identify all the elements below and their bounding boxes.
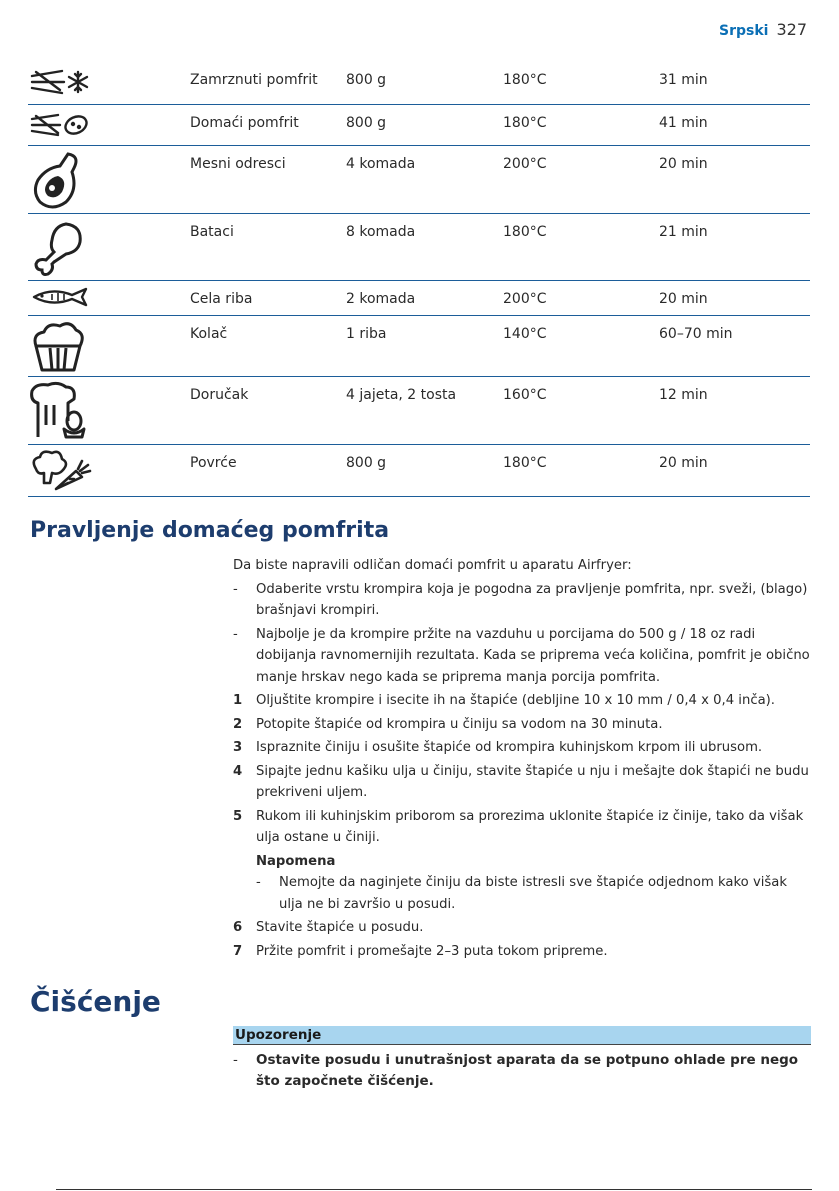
note-title: Napomena [256, 853, 336, 869]
step-number: 1 [233, 693, 243, 708]
step-number: 4 [233, 763, 243, 779]
fish-icon [28, 285, 92, 309]
step-number: 2 [233, 716, 243, 732]
food-amount: 800 g [346, 62, 503, 104]
food-temp: 180°C [503, 213, 659, 280]
food-amount: 2 komada [346, 280, 503, 315]
step-text: Ispraznite činiju i osušite štapiće od krompira kuhinjskom krpom ili ubrusom. [256, 740, 763, 755]
table-row [28, 280, 810, 315]
dash-marker: - [233, 1052, 238, 1068]
step-text: Rukom ili kuhinjskim priborom sa prorezima uklonite štapiće iz činije, tako da višak ulja ostane u činiji. [256, 808, 804, 845]
food-name: Bataci [190, 213, 346, 280]
step-item [233, 806, 811, 849]
table-row [28, 145, 810, 213]
step-item [233, 690, 811, 712]
list-item [233, 579, 811, 622]
step-text: Stavite štapiće u posudu. [256, 920, 424, 935]
dash-marker: - [256, 875, 261, 890]
food-amount: 8 komada [346, 213, 503, 280]
food-temp: 140°C [503, 315, 659, 376]
step-item [233, 714, 811, 736]
food-amount: 4 komada [346, 145, 503, 213]
step-number: 7 [233, 943, 243, 959]
table-row [28, 444, 810, 496]
step-item [233, 941, 811, 963]
breakfast-icon [28, 381, 88, 441]
food-amount: 800 g [346, 444, 503, 496]
step-number: 6 [233, 920, 243, 935]
food-time: 12 min [659, 376, 810, 444]
food-name: Kolač [190, 315, 346, 376]
table-row [28, 104, 810, 145]
food-temp: 200°C [503, 280, 659, 315]
footer-divider [56, 1189, 812, 1190]
food-name: Domaći pomfrit [190, 104, 346, 145]
food-time: 20 min [659, 145, 810, 213]
food-amount: 800 g [346, 104, 503, 145]
warning-text: Ostavite posudu i unutrašnjost aparata da se potpuno ohlade pre nego što započnete čišćenje. [256, 1052, 799, 1089]
food-temp: 160°C [503, 376, 659, 444]
food-amount: 4 jajeta, 2 tosta [346, 376, 503, 444]
warning-item [233, 1050, 811, 1092]
step-text: Oljuštite krompire i isecite ih na štapiće (debljine 10 x 10 mm / 0,4 x 0,4 inča). [256, 693, 775, 708]
table-row [28, 315, 810, 376]
step-item [233, 737, 811, 759]
vegetables-icon [28, 449, 92, 493]
step-text: Potopite štapiće od krompira u činiju sa vodom na 30 minuta. [256, 716, 663, 732]
drumstick-icon [28, 218, 88, 278]
food-time: 20 min [659, 280, 810, 315]
section-body [233, 555, 811, 962]
food-time: 60–70 min [659, 315, 810, 376]
food-temp: 180°C [503, 62, 659, 104]
language-label: Srpski [719, 23, 769, 39]
cake-icon [28, 320, 88, 376]
food-name: Mesni odresci [190, 145, 346, 213]
page-number: 327 [776, 20, 807, 39]
food-temp: 180°C [503, 104, 659, 145]
list-item [233, 624, 811, 689]
food-amount: 1 riba [346, 315, 503, 376]
homemade-fries-icon [28, 109, 92, 139]
note-text: Nemojte da naginjete činiju da biste istresli sve štapiće odjednom kako višak ulja ne bi završio u posudi. [279, 875, 787, 912]
step-text: Pržite pomfrit i promešajte 2–3 puta tokom pripreme. [256, 943, 608, 959]
page-header [719, 20, 807, 44]
food-name: Doručak [190, 376, 346, 444]
step-item [233, 917, 811, 939]
section-title-homemade-fries: Pravljenje domaćeg pomfrita [30, 518, 390, 543]
note-item [233, 872, 811, 915]
bullet-text: Najbolje je da krompire pržite na vazduhu u porcijama do 500 g / 18 oz radi dobijanja ravnomernijih rezultata. Kada se priprema veća količina, pomfrit je obično manje hrskav nego kada se priprema manja porcija pomfrita. [256, 626, 810, 685]
dash-marker: - [233, 626, 238, 642]
intro-text: Da biste napravili odličan domaći pomfrit u aparatu Airfryer: [233, 558, 632, 573]
food-name: Povrće [190, 444, 346, 496]
warning-title: Upozorenje [233, 1026, 811, 1045]
food-time: 41 min [659, 104, 810, 145]
step-number: 5 [233, 808, 243, 824]
frozen-fries-icon [28, 66, 92, 96]
table-row [28, 376, 810, 444]
table-row [28, 62, 810, 104]
section-title-cleaning: Čišćenje [30, 985, 161, 1018]
bullet-text: Odaberite vrstu krompira koja je pogodna za pravljenje pomfrita, npr. sveži, (blago) brašnjavi krompiri. [256, 581, 808, 618]
meat-icon [28, 150, 88, 210]
food-name: Zamrznuti pomfrit [190, 62, 346, 104]
food-table [28, 62, 810, 497]
step-number: 3 [233, 740, 243, 755]
food-temp: 200°C [503, 145, 659, 213]
step-item [233, 761, 811, 804]
food-time: 20 min [659, 444, 810, 496]
food-name: Cela riba [190, 280, 346, 315]
food-time: 21 min [659, 213, 810, 280]
table-row [28, 213, 810, 280]
step-text: Sipajte jednu kašiku ulja u činiju, stavite štapiće u nju i mešajte dok štapići ne budu prekriveni uljem. [256, 763, 809, 800]
warning-box [233, 1026, 811, 1092]
dash-marker: - [233, 581, 238, 597]
food-time: 31 min [659, 62, 810, 104]
food-temp: 180°C [503, 444, 659, 496]
